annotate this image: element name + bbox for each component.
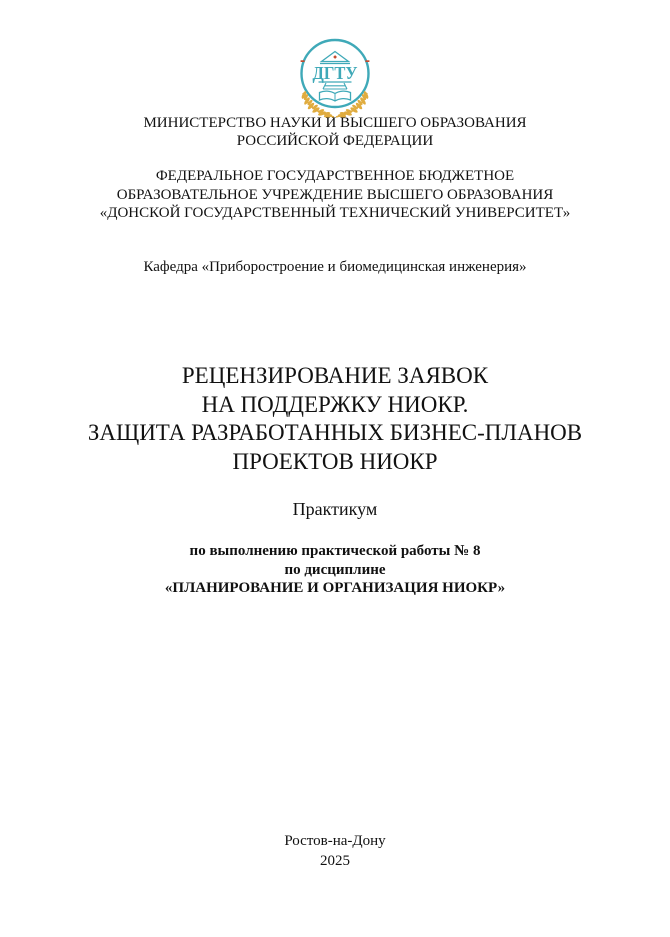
title-line-2: НА ПОДДЕРЖКУ НИОКР. [201, 391, 469, 417]
document-subtitle: Практикум [292, 499, 378, 519]
work-info-line-1: по выполнению практической работы № 8 [189, 543, 481, 559]
department-line: Кафедра «Приборостроение и биомедицинская инженерия» [143, 259, 527, 275]
work-info-line-2: по дисциплине [284, 561, 386, 578]
institution-line-3: «ДОНСКОЙ ГОСУДАРСТВЕННЫЙ ТЕХНИЧЕСКИЙ УНИВЕРСИТЕТ» [99, 205, 571, 221]
university-logo [0, 36, 670, 120]
institution-heading [0, 167, 670, 223]
footer-year: 2025 [320, 852, 350, 869]
ministry-line-2: РОССИЙСКОЙ ФЕДЕРАЦИИ [236, 133, 434, 149]
ministry-heading [0, 114, 670, 150]
document-title [0, 362, 670, 476]
institution-line-2: ОБРАЗОВАТЕЛЬНОЕ УЧРЕЖДЕНИЕ ВЫСШЕГО ОБРАЗОВАНИЯ [116, 186, 554, 203]
work-info [0, 542, 670, 598]
title-line-1: РЕЦЕНЗИРОВАНИЕ ЗАЯВОК [181, 363, 489, 388]
footer [0, 832, 670, 871]
footer-city: Ростов-на-Дону [284, 833, 386, 849]
logo-abbreviation: ДГТУ [312, 63, 358, 83]
dstu-emblem-icon [293, 36, 377, 120]
title-line-3: ЗАЩИТА РАЗРАБОТАННЫХ БИЗНЕС-ПЛАНОВ [87, 420, 583, 445]
title-line-4: ПРОЕКТОВ НИОКР [232, 448, 438, 474]
work-info-line-3: «ПЛАНИРОВАНИЕ И ОРГАНИЗАЦИЯ НИОКР» [164, 580, 506, 596]
ministry-line-1: МИНИСТЕРСТВО НАУКИ И ВЫСШЕГО ОБРАЗОВАНИЯ [143, 115, 527, 131]
institution-line-1: ФЕДЕРАЛЬНОЕ ГОСУДАРСТВЕННОЕ БЮДЖЕТНОЕ [155, 168, 515, 184]
